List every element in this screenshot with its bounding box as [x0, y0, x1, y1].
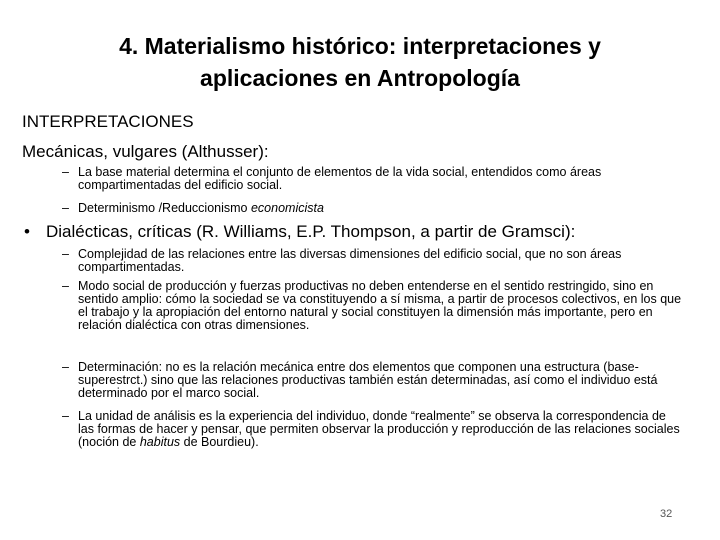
list-item-text: Complejidad de las relaciones entre las diversas dimensiones del edificio social, que no son áreas compartimentadas. [78, 247, 622, 274]
list-item-text: Determinismo /Reduccionismo [78, 201, 251, 215]
dash-marker: – [62, 279, 69, 293]
dash-marker: – [62, 201, 69, 215]
dash-marker: – [62, 360, 69, 374]
list-item-text: Modo social de producción y fuerzas productivas no deben entenderse en el sentido restringido, sino en sentido amplio: cómo la sociedad se va constituyendo a sí misma, a partir de procesos colectivos, en los que el trabajo y la apropiación del entorno natural y social constituyen la dimensión más importante, pero en relación dialéctica con otras dimensiones. [78, 279, 682, 332]
list-item [62, 166, 682, 192]
mechanical-heading: Mecánicas, vulgares (Althusser): [22, 142, 269, 161]
list-item-text: Determinación: no es la relación mecánica entre dos elementos que componen una estructura (base-superestrct.) sino que las relaciones productivas también están determinadas, así como el individuo está determinado por el marco social. [78, 360, 658, 400]
dialectical-heading: Dialécticas, críticas (R. Williams, E.P. Thompson, a partir de Gramsci): [46, 222, 576, 241]
list-item-italic: economicista [250, 201, 324, 215]
list-item-text: La unidad de análisis es la experiencia del individuo, donde “realmente” se observa la correspondencia de las formas de hacer y pensar, que permiten observar la producción y reproducción de las relaciones sociales (noción de [78, 409, 680, 449]
list-item [62, 248, 682, 274]
list-item [62, 202, 682, 215]
list-item [62, 410, 682, 449]
interpretations-heading: INTERPRETACIONES [22, 112, 194, 131]
list-item-italic: habitus [139, 435, 181, 449]
list-item-text: La base material determina el conjunto de elementos de la vida social, entendidos como áreas compartimentadas del edificio social. [78, 165, 602, 192]
bullet-icon: • [24, 222, 30, 241]
slide-title: 4. Materialismo histórico: interpretaciones y aplicaciones en Antropología [119, 33, 601, 91]
page-number: 32 [660, 508, 673, 520]
dash-marker: – [62, 165, 69, 179]
dash-marker: – [62, 247, 69, 261]
list-item [62, 361, 682, 400]
dash-marker: – [62, 409, 69, 423]
list-item-text-end: de Bourdieu). [180, 435, 259, 449]
list-item [62, 280, 682, 332]
